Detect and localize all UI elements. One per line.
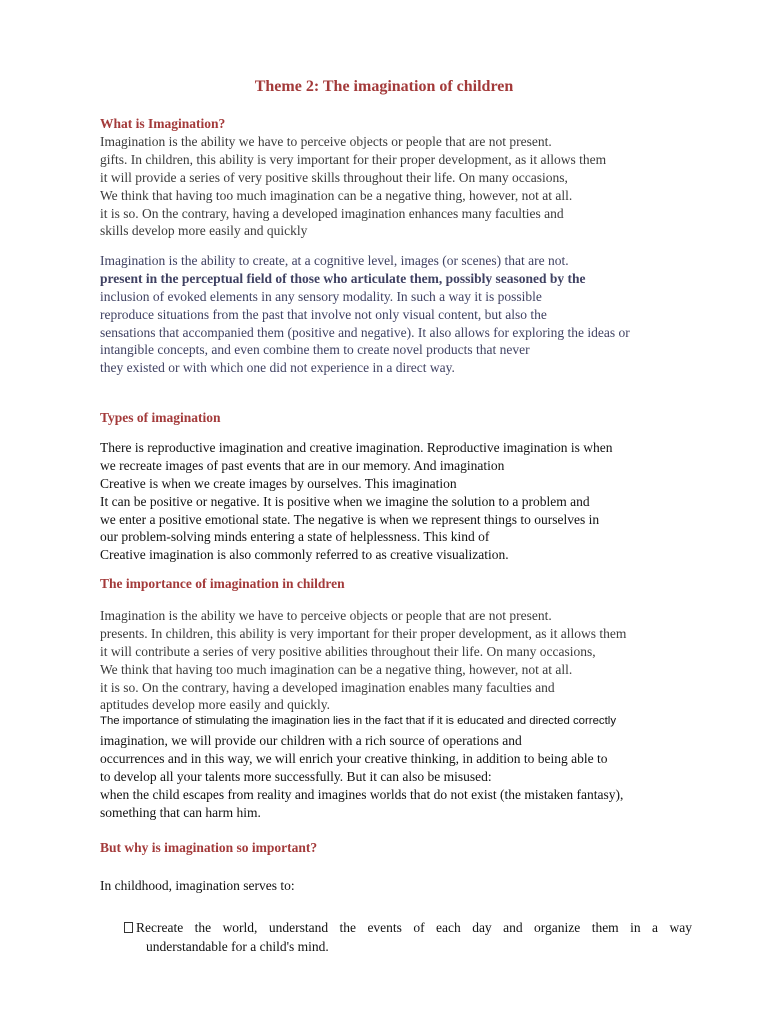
text-line: something that can harm him.: [100, 804, 261, 820]
bullet-word: in: [630, 920, 641, 935]
heading-why-imagination-important: But why is imagination so important?: [100, 840, 318, 855]
text-line: We think that having too much imagination can be a negative thing, however, not at all.: [100, 187, 573, 203]
bullet-first-line: [124, 918, 692, 937]
text-line: it is so. On the contrary, having a developed imagination enhances many faculties and: [100, 205, 564, 221]
bullet-word: organize: [534, 920, 581, 935]
bullet-word: Recreate: [124, 918, 183, 937]
definition-quote: [100, 252, 700, 377]
bullet-word: them: [591, 920, 619, 935]
bullet-word: understand: [268, 920, 329, 935]
text-line: Creative is when we create images by ourselves. This imagination: [100, 475, 457, 491]
text-line: inclusion of evoked elements in any sensory modality. In such a way it is possible: [100, 288, 542, 304]
text-line: to develop all your talents more successfully. But it can also be misused:: [100, 768, 492, 784]
text-line: when the child escapes from reality and imagines worlds that do not exist (the mistaken fantasy),: [100, 786, 624, 802]
text-line: Imagination is the ability we have to perceive objects or people that are not present.: [100, 608, 552, 623]
text-line: It can be positive or negative. It is positive when we imagine the solution to a problem and: [100, 493, 590, 509]
text-line: presents. In children, this ability is very important for their proper development, as it allows them: [100, 625, 627, 641]
text-line: our problem-solving minds entering a state of helplessness. This kind of: [100, 529, 490, 545]
text-line: we recreate images of past events that are in our memory. And imagination: [100, 457, 505, 473]
text-line: Creative imagination is also commonly referred to as creative visualization.: [100, 547, 509, 563]
list-item: [124, 918, 692, 956]
paragraph-stimulating-imagination: [100, 732, 700, 821]
text-line: occurrences and in this way, we will enrich your creative thinking, in addition to being able to: [100, 750, 608, 766]
text-line: gifts. In children, this ability is very important for their proper development, as it allows them: [100, 151, 607, 167]
text-line-bold: present in the perceptual field of those who articulate them, possibly seasoned by the: [100, 270, 586, 286]
paragraph-what-is-imagination: [100, 133, 700, 240]
bullet-box-icon: [124, 922, 133, 933]
text-line: Imagination is the ability to create, at a cognitive level, images (or scenes) that are not.: [100, 253, 569, 268]
heading-types-of-imagination: Types of imagination: [100, 410, 221, 425]
bullet-word: each: [436, 920, 461, 935]
text-line: aptitudes develop more easily and quickly.: [100, 697, 331, 713]
bullet-word: the: [339, 920, 357, 935]
paragraph-importance-of-imagination: [100, 607, 700, 714]
page-title: Theme 2: The imagination of children: [254, 78, 514, 95]
text-line: intangible concepts, and even combine them to create novel products that never: [100, 342, 530, 358]
text-line: we enter a positive emotional state. The negative is when we represent things to ourselves in: [100, 511, 600, 527]
bullet-word: events: [367, 920, 402, 935]
text-line: they existed or with which one did not experience in a direct way.: [100, 360, 455, 376]
text-line: skills develop more easily and quickly: [100, 223, 308, 239]
bullet-word: of: [413, 920, 425, 935]
text-line: sensations that accompanied them (positive and negative). It also allows for exploring the ideas or: [100, 324, 630, 340]
text-line: We think that having too much imagination can be a negative thing, however, not at all.: [100, 661, 573, 677]
bullet-word: a: [652, 920, 659, 935]
bullet-word: way: [669, 920, 692, 935]
paragraph-types-of-imagination: [100, 439, 700, 564]
bullet-continuation: understandable for a child's mind.: [146, 939, 329, 954]
heading-what-is-imagination: What is Imagination?: [100, 116, 226, 131]
bullet-word: day: [472, 920, 492, 935]
heading-importance-of-imagination: The importance of imagination in children: [100, 576, 345, 591]
text-line: There is reproductive imagination and creative imagination. Reproductive imagination is when: [100, 440, 613, 455]
text-line: imagination, we will provide our children with a rich source of operations and: [100, 733, 522, 748]
text-line: it is so. On the contrary, having a developed imagination enables many faculties and: [100, 679, 555, 695]
text-line: Imagination is the ability we have to perceive objects or people that are not present.: [100, 134, 552, 149]
text-line: reproduce situations from the past that involve not only visual content, but also the: [100, 306, 547, 322]
text-line: it will provide a series of very positive skills throughout their life. On many occasions,: [100, 169, 568, 185]
text-line: it will contribute a series of very positive abilities throughout their life. On many occasions,: [100, 643, 596, 659]
bullet-word: world,: [222, 920, 258, 935]
bullet-word: the: [194, 920, 212, 935]
childhood-intro: In childhood, imagination serves to:: [100, 878, 295, 893]
stimulating-imagination-line: The importance of stimulating the imagination lies in the fact that if it is educated and directed correctly: [100, 715, 617, 727]
bullet-word: and: [503, 920, 523, 935]
